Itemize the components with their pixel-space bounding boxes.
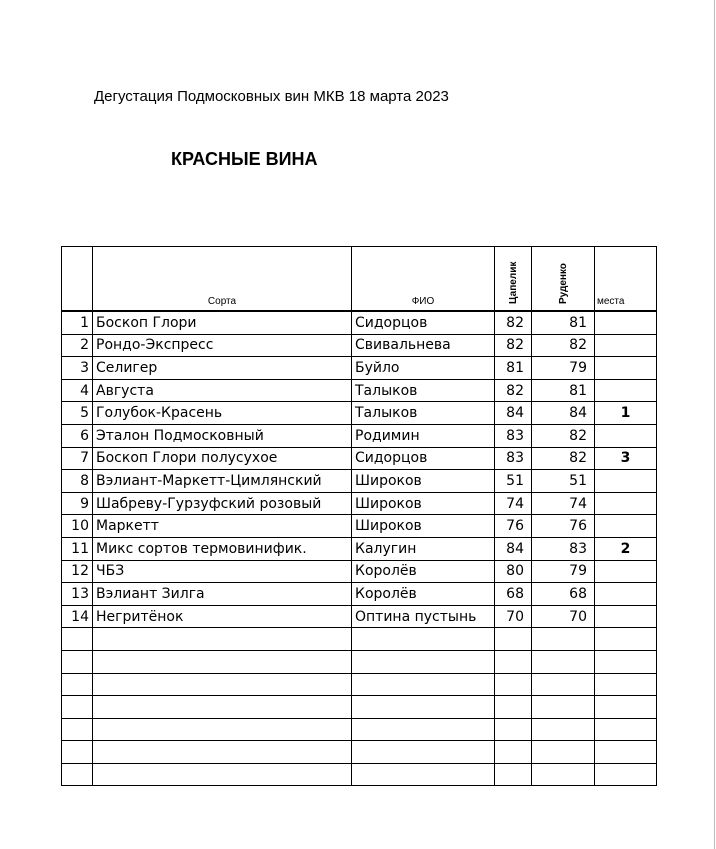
table-row (62, 605, 657, 628)
table-row (62, 470, 657, 493)
variety-cell (93, 673, 352, 696)
judge1-score (495, 673, 532, 696)
judge2-score: 82 (532, 424, 595, 447)
judge1-score: 74 (495, 492, 532, 515)
fio-cell: Сидорцов (352, 311, 495, 334)
empty-row (62, 741, 657, 764)
fio-cell (352, 696, 495, 719)
variety-cell: Августа (93, 379, 352, 402)
page-edge (714, 0, 715, 849)
variety-cell (93, 650, 352, 673)
fio-cell: Широков (352, 492, 495, 515)
variety-cell: Рондо-Экспресс (93, 334, 352, 357)
place-cell (595, 673, 657, 696)
document-title: Дегустация Подмосковных вин МКВ 18 марта 2023 (94, 88, 449, 105)
variety-cell: Шабреву-Гурзуфский розовый (93, 492, 352, 515)
judge1-score: 82 (495, 311, 532, 334)
row-number: 7 (62, 447, 93, 470)
row-number: 4 (62, 379, 93, 402)
row-number (62, 650, 93, 673)
table-row (62, 492, 657, 515)
empty-row (62, 763, 657, 786)
row-number (62, 696, 93, 719)
empty-row (62, 650, 657, 673)
place-cell (595, 741, 657, 764)
fio-cell: Буйло (352, 357, 495, 380)
judge1-score: 84 (495, 537, 532, 560)
judge1-score: 76 (495, 515, 532, 538)
judge1-score: 81 (495, 357, 532, 380)
variety-cell (93, 628, 352, 651)
judge2-score: 83 (532, 537, 595, 560)
row-number: 14 (62, 605, 93, 628)
place-cell (595, 605, 657, 628)
judge1-score: 82 (495, 334, 532, 357)
header-judge2: Руденко (558, 263, 569, 304)
table-row (62, 560, 657, 583)
judge2-score (532, 628, 595, 651)
variety-cell: Негритёнок (93, 605, 352, 628)
fio-cell (352, 763, 495, 786)
place-cell (595, 311, 657, 334)
row-number: 13 (62, 583, 93, 606)
table-row (62, 447, 657, 470)
fio-cell: Широков (352, 470, 495, 493)
variety-cell: Боскоп Глори полусухое (93, 447, 352, 470)
row-number: 11 (62, 537, 93, 560)
judge1-score (495, 696, 532, 719)
variety-cell: ЧБЗ (93, 560, 352, 583)
judge1-score (495, 741, 532, 764)
fio-cell (352, 741, 495, 764)
row-number: 8 (62, 470, 93, 493)
table-header-row (62, 247, 657, 312)
judge1-score: 70 (495, 605, 532, 628)
header-num (62, 247, 93, 312)
judge2-score: 76 (532, 515, 595, 538)
header-judge1: Цапелик (508, 261, 519, 304)
empty-row (62, 673, 657, 696)
judge1-score (495, 628, 532, 651)
variety-cell: Эталон Подмосковный (93, 424, 352, 447)
judge1-score: 80 (495, 560, 532, 583)
place-cell (595, 515, 657, 538)
fio-cell: Королёв (352, 560, 495, 583)
place-cell (595, 470, 657, 493)
judge1-score: 83 (495, 447, 532, 470)
judge1-score: 82 (495, 379, 532, 402)
place-cell (595, 357, 657, 380)
variety-cell (93, 741, 352, 764)
judge1-score: 51 (495, 470, 532, 493)
header-place: места (595, 247, 657, 312)
header-judge1-cell (495, 247, 532, 312)
place-cell (595, 763, 657, 786)
judge2-score (532, 673, 595, 696)
place-cell (595, 628, 657, 651)
fio-cell (352, 673, 495, 696)
place-cell: 1 (595, 402, 657, 425)
row-number (62, 763, 93, 786)
row-number: 2 (62, 334, 93, 357)
results-table (61, 246, 657, 786)
header-fio: ФИО (352, 247, 495, 312)
table-row (62, 537, 657, 560)
judge2-score (532, 718, 595, 741)
row-number: 6 (62, 424, 93, 447)
row-number: 10 (62, 515, 93, 538)
empty-row (62, 696, 657, 719)
judge1-score (495, 718, 532, 741)
judge2-score: 70 (532, 605, 595, 628)
table-row (62, 334, 657, 357)
variety-cell (93, 718, 352, 741)
place-cell: 3 (595, 447, 657, 470)
judge2-score: 84 (532, 402, 595, 425)
table-row (62, 311, 657, 334)
fio-cell: Талыков (352, 402, 495, 425)
header-variety: Сорта (93, 247, 352, 312)
fio-cell: Широков (352, 515, 495, 538)
place-cell (595, 379, 657, 402)
variety-cell (93, 763, 352, 786)
judge2-score (532, 650, 595, 673)
table-row (62, 357, 657, 380)
place-cell (595, 334, 657, 357)
judge2-score: 68 (532, 583, 595, 606)
fio-cell: Калугин (352, 537, 495, 560)
variety-cell: Маркетт (93, 515, 352, 538)
judge1-score (495, 763, 532, 786)
empty-row (62, 628, 657, 651)
fio-cell: Талыков (352, 379, 495, 402)
row-number: 3 (62, 357, 93, 380)
judge1-score: 84 (495, 402, 532, 425)
judge2-score: 82 (532, 447, 595, 470)
judge2-score: 79 (532, 560, 595, 583)
row-number (62, 741, 93, 764)
row-number (62, 628, 93, 651)
judge2-score: 74 (532, 492, 595, 515)
fio-cell (352, 650, 495, 673)
judge2-score (532, 763, 595, 786)
variety-cell: Микс сортов термовинифик. (93, 537, 352, 560)
place-cell (595, 560, 657, 583)
variety-cell: Вэлиант Зилга (93, 583, 352, 606)
fio-cell: Оптина пустынь (352, 605, 495, 628)
empty-row (62, 718, 657, 741)
row-number: 9 (62, 492, 93, 515)
variety-cell: Вэлиант-Маркетт-Цимлянский (93, 470, 352, 493)
place-cell (595, 718, 657, 741)
judge2-score: 82 (532, 334, 595, 357)
row-number (62, 673, 93, 696)
table-row (62, 583, 657, 606)
fio-cell: Свивальнева (352, 334, 495, 357)
judge1-score: 68 (495, 583, 532, 606)
place-cell (595, 424, 657, 447)
judge2-score (532, 741, 595, 764)
header-judge2-cell (532, 247, 595, 312)
variety-cell: Селигер (93, 357, 352, 380)
judge2-score: 51 (532, 470, 595, 493)
table-row (62, 515, 657, 538)
row-number (62, 718, 93, 741)
row-number: 1 (62, 311, 93, 334)
variety-cell: Боскоп Глори (93, 311, 352, 334)
table-row (62, 424, 657, 447)
fio-cell: Королёв (352, 583, 495, 606)
fio-cell (352, 718, 495, 741)
place-cell (595, 583, 657, 606)
fio-cell: Сидорцов (352, 447, 495, 470)
judge2-score: 81 (532, 311, 595, 334)
place-cell: 2 (595, 537, 657, 560)
fio-cell: Родимин (352, 424, 495, 447)
fio-cell (352, 628, 495, 651)
row-number: 12 (62, 560, 93, 583)
judge2-score (532, 696, 595, 719)
place-cell (595, 696, 657, 719)
variety-cell: Голубок-Красень (93, 402, 352, 425)
judge1-score (495, 650, 532, 673)
judge1-score: 83 (495, 424, 532, 447)
place-cell (595, 650, 657, 673)
table-row (62, 402, 657, 425)
table-row (62, 379, 657, 402)
variety-cell (93, 696, 352, 719)
judge2-score: 81 (532, 379, 595, 402)
place-cell (595, 492, 657, 515)
section-title: КРАСНЫЕ ВИНА (171, 149, 318, 169)
judge2-score: 79 (532, 357, 595, 380)
row-number: 5 (62, 402, 93, 425)
